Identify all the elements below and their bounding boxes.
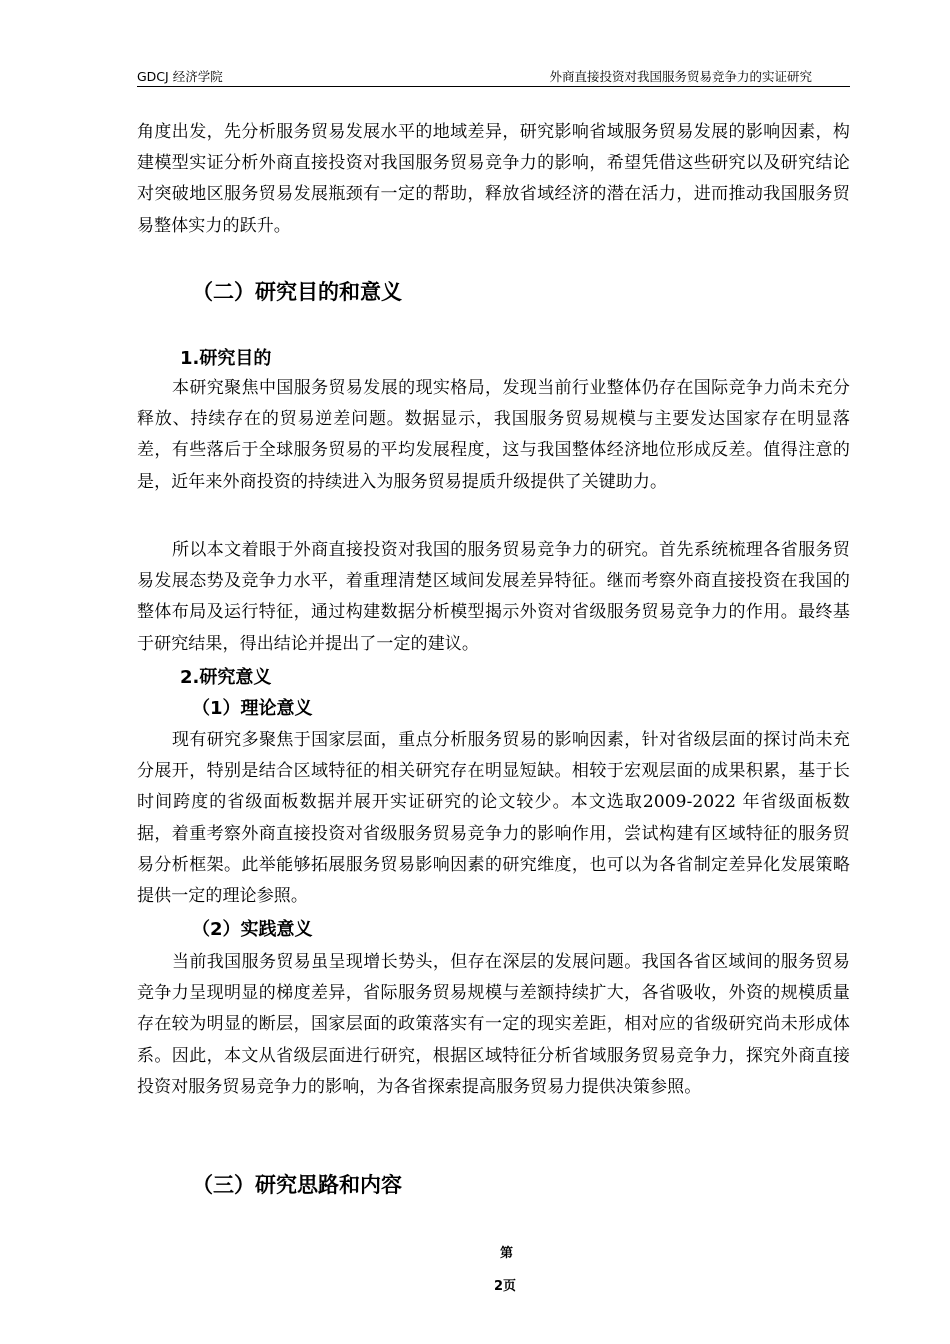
purpose-paragraph-1: 本研究聚焦中国服务贸易发展的现实格局，发现当前行业整体仍存在国际竞争力尚未充分释放、持续存在的贸易逆差问题。数据显示，我国服务贸易规模与主要发达国家存在明显落差，有些落后于全球服务贸易的平均发展程度，这与我国整体经济地位形成反差。值得注意的是，近年来外商投资的持续进入为服务贸易提质升级提供了关键助力。 [137,378,850,492]
page-header [137,64,850,87]
theory-title: （1）理论意义 [192,698,313,719]
footer-page-number: 2页 [494,1279,517,1294]
purpose-paragraph-2: 所以本文着眼于外商直接投资对我国的服务贸易竞争力的研究。首先系统梳理各省服务贸易发展态势及竞争力水平，着重理清楚区域间发展差异特征。继而考察外商直接投资在我国的整体布局及运行特征，通过构建数据分析模型揭示外资对省级服务贸易竞争力的作用。最终基于研究结果，得出结论并提出了一定的建议。 [137,540,850,654]
footer-page-label: 第 [500,1246,514,1261]
purpose-title: 1.研究目的 [180,348,272,369]
section2-title: （二）研究目的和意义 [192,280,402,304]
intro-paragraph: 角度出发，先分析服务贸易发展水平的地域差异，研究影响省域服务贸易发展的影响因素，构建模型实证分析外商直接投资对我国服务贸易竞争力的影响，希望凭借这些研究以及研究结论对突破地区服务贸易发展瓶颈有一定的帮助，释放省域经济的潜在活力，进而推动我国服务贸易整体实力的跃升。 [137,122,850,236]
section3-title: （三）研究思路和内容 [192,1173,402,1197]
practice-paragraph: 当前我国服务贸易虽呈现增长势头，但存在深层的发展问题。我国各省区域间的服务贸易竞争力呈现明显的梯度差异，省际服务贸易规模与差额持续扩大，各省吸收，外资的规模质量存在较为明显的断层，国家层面的政策落实有一定的现实差距，相对应的省级研究尚未形成体系。因此，本文从省级层面进行研究，根据区域特征分析省域服务贸易竞争力，探究外商直接投资对服务贸易竞争力的影响，为各省探索提高服务贸易力提供决策参照。 [137,952,850,1097]
header-left: GDCJ 经济学院 [137,69,223,84]
practice-title: （2）实践意义 [192,919,313,940]
theory-paragraph: 现有研究多聚焦于国家层面，重点分析服务贸易的影响因素，针对省级层面的探讨尚未充分展开，特别是结合区域特征的相关研究存在明显短缺。相较于宏观层面的成果积累，基于长时间跨度的省级面板数据并展开实证研究的论文较少。本文选取2009-2022 年省级面板数据，着重考察外商直接投资对省级服务贸易竞争力的影响作用，尝试构建有区域特征的服务贸易分析框架。此举能够拓展服务贸易影响因素的研究维度，也可以为各省制定差异化发展策略提供一定的理论参照。 [137,730,850,907]
header-right: 外商直接投资对我国服务贸易竞争力的实证研究 [549,69,812,84]
significance-title: 2.研究意义 [180,667,272,688]
